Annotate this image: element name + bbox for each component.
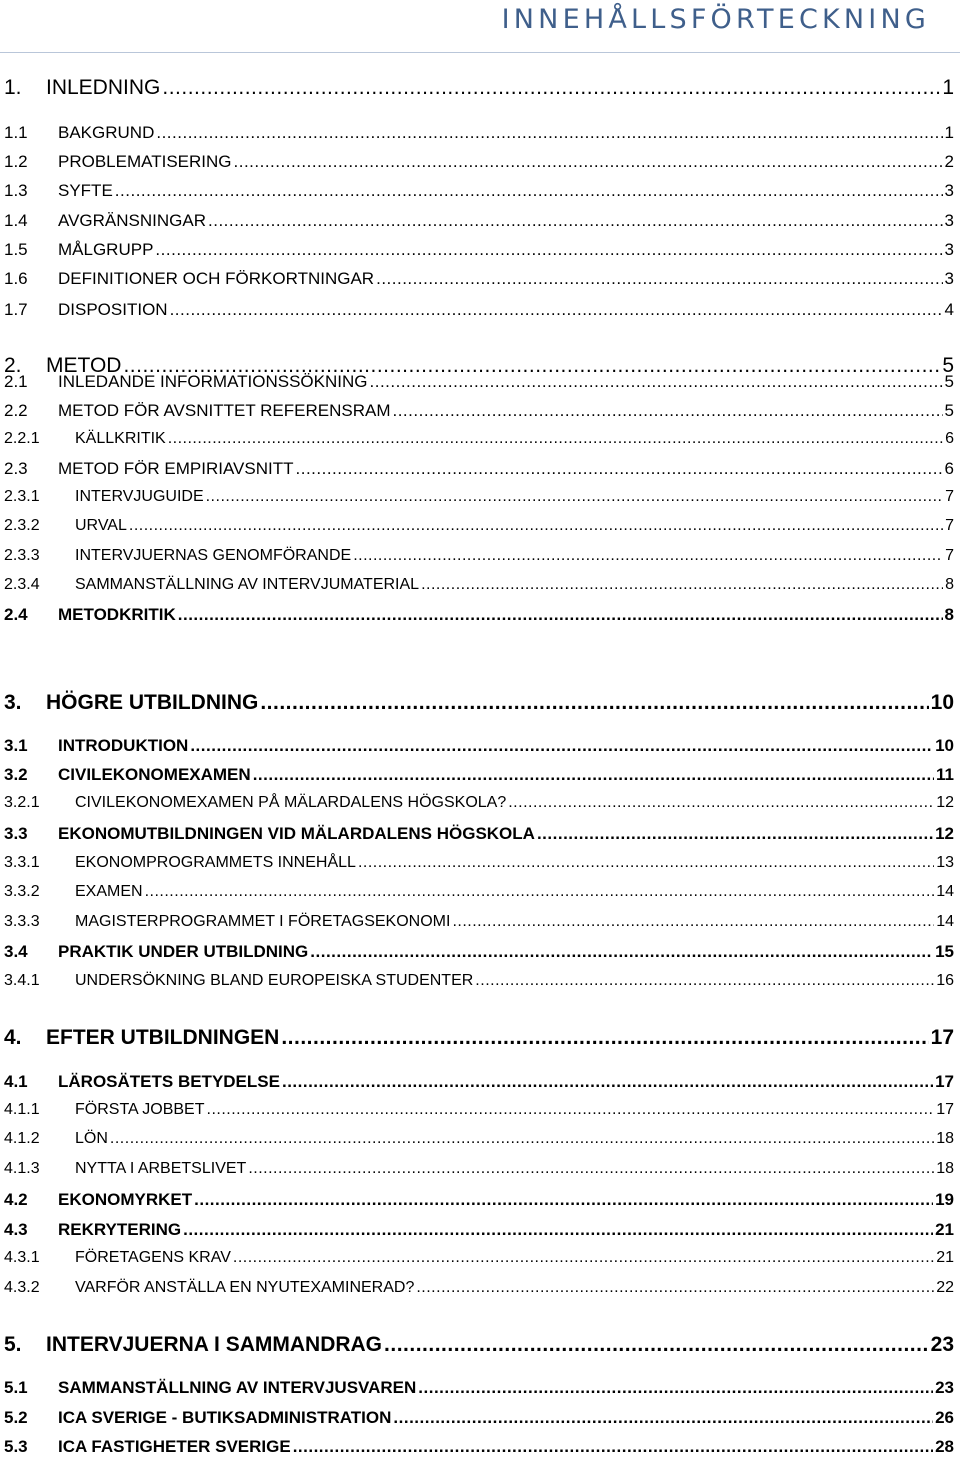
toc-entry-label: SYFTE — [58, 181, 113, 200]
toc-entry-label: ICA SVERIGE - BUTIKSADMINISTRATION — [58, 1408, 392, 1427]
toc-entry-number: 2. — [4, 354, 22, 377]
toc-entry-label: INLEDANDE INFORMATIONSSÖKNING — [58, 372, 368, 391]
toc-entry-label: DISPOSITION — [58, 300, 168, 319]
toc-entry-number: 2.3.2 — [4, 517, 40, 534]
dot-leader — [155, 241, 942, 258]
toc-entry[interactable] — [4, 241, 954, 258]
toc-entry-label: ICA FASTIGHETER SVERIGE — [58, 1437, 291, 1456]
toc-entry-label: NYTTA I ARBETSLIVET — [75, 1160, 247, 1177]
toc-entry-page: 17 — [935, 1072, 954, 1091]
toc-entry[interactable] — [4, 606, 954, 623]
dot-leader — [421, 577, 943, 593]
dot-leader — [168, 431, 943, 447]
toc-entry-label: LÖN — [75, 1130, 108, 1147]
toc-entry-label: VARFÖR ANSTÄLLA EN NYUTEXAMINERAD? — [75, 1279, 415, 1296]
toc-entry-number: 4.1.2 — [4, 1130, 40, 1147]
toc-entry[interactable] — [4, 489, 954, 505]
dot-leader — [115, 182, 943, 199]
toc-entry-page: 8 — [945, 576, 954, 593]
toc-entry-label: MÅLGRUPP — [58, 240, 154, 259]
toc-entry-number: 4.1.3 — [4, 1160, 40, 1177]
toc-entry-page: 7 — [945, 517, 954, 534]
dot-leader — [190, 737, 933, 754]
dot-leader — [129, 518, 943, 534]
dot-leader — [253, 766, 934, 783]
toc-entry-number: 2.3.4 — [4, 576, 40, 593]
toc-entry[interactable] — [4, 766, 954, 783]
toc-entry-number: 1.5 — [4, 240, 28, 259]
toc-entry-page: 1 — [944, 123, 954, 142]
toc-entry[interactable] — [4, 692, 954, 713]
dot-leader — [376, 270, 942, 287]
toc-entry[interactable] — [4, 1280, 954, 1296]
dot-leader — [310, 943, 933, 960]
dot-leader — [353, 548, 943, 564]
toc-entry-page: 5 — [942, 354, 954, 377]
toc-entry-page: 12 — [936, 794, 954, 811]
toc-entry-page: 3 — [944, 269, 954, 288]
toc-entry-number: 2.2 — [4, 401, 28, 420]
toc-entry-number: 4.3 — [4, 1220, 28, 1239]
dot-leader — [416, 1280, 934, 1296]
toc-entry[interactable] — [4, 1102, 954, 1118]
toc-entry[interactable] — [4, 1438, 954, 1455]
toc-entry-page: 14 — [936, 913, 954, 930]
toc-entry-label: INTRODUKTION — [58, 736, 189, 755]
toc-entry[interactable] — [4, 1073, 954, 1090]
toc-entry-number: 2.3 — [4, 459, 28, 478]
toc-entry-page: 12 — [935, 824, 954, 843]
toc-entry[interactable] — [4, 212, 954, 229]
dot-leader — [384, 1334, 929, 1355]
toc-entry-label: INTERVJUGUIDE — [75, 488, 204, 505]
toc-entry-page: 3 — [944, 181, 954, 200]
toc-entry[interactable] — [4, 914, 954, 930]
toc-entry[interactable] — [4, 943, 954, 960]
dot-leader — [282, 1073, 933, 1090]
toc-entry-page: 4 — [944, 300, 954, 319]
toc-entry[interactable] — [4, 182, 954, 199]
toc-entry-label: HÖGRE UTBILDNING — [46, 691, 259, 714]
dot-leader — [145, 884, 935, 900]
toc-entry-page: 19 — [935, 1190, 954, 1209]
toc-entry-label: CIVILEKONOMEXAMEN PÅ MÄLARDALENS HÖGSKOLA? — [75, 794, 507, 811]
toc-entry[interactable] — [4, 884, 954, 900]
toc-entry-page: 2 — [944, 152, 954, 171]
dot-leader — [358, 855, 934, 871]
toc-entry[interactable] — [4, 1334, 954, 1355]
toc-entry-label: METOD — [46, 354, 122, 377]
toc-entry-number: 5.2 — [4, 1408, 28, 1427]
dot-leader — [234, 153, 943, 170]
toc-entry-number: 2.2.1 — [4, 430, 40, 447]
toc-entry[interactable] — [4, 825, 954, 842]
toc-entry-page: 6 — [945, 430, 954, 447]
toc-entry-page: 3 — [944, 240, 954, 259]
toc-entry-page: 26 — [935, 1408, 954, 1427]
dot-leader — [418, 1379, 933, 1396]
toc-entry-number: 2.4 — [4, 605, 28, 624]
toc-entry-number: 3.2 — [4, 765, 28, 784]
toc-entry-label: INTERVJUERNAS GENOMFÖRANDE — [75, 547, 352, 564]
toc-entry[interactable] — [4, 153, 954, 170]
title-rule — [0, 52, 960, 53]
dot-leader — [156, 124, 942, 141]
toc-entry-number: 1.2 — [4, 152, 28, 171]
toc-entry[interactable] — [4, 973, 954, 989]
toc-entry-label: CIVILEKONOMEXAMEN — [58, 765, 251, 784]
toc-entry-number: 5.3 — [4, 1437, 28, 1456]
toc-entry-number: 1.7 — [4, 300, 28, 319]
toc-entry-number: 4. — [4, 1026, 22, 1049]
page-title: INNEHÅLLSFÖRTECKNING — [501, 4, 930, 35]
toc-entry[interactable] — [4, 577, 954, 593]
toc-entry[interactable] — [4, 301, 954, 318]
toc-entry-page: 23 — [935, 1378, 954, 1397]
dot-leader — [162, 77, 940, 98]
toc-entry-label: MAGISTERPROGRAMMET I FÖRETAGSEKONOMI — [75, 913, 451, 930]
toc-entry[interactable] — [4, 795, 954, 811]
toc-entry-page: 10 — [935, 736, 954, 755]
toc-entry-label: DEFINITIONER OCH FÖRKORTNINGAR — [58, 269, 375, 288]
toc-entry[interactable] — [4, 1191, 954, 1208]
toc-entry-page: 21 — [935, 1220, 954, 1239]
toc-entry[interactable] — [4, 855, 954, 871]
toc-entry-label: KÄLLKRITIK — [75, 430, 166, 447]
toc-entry[interactable] — [4, 1379, 954, 1396]
toc-entry-number: 3.3.2 — [4, 883, 40, 900]
toc-entry[interactable] — [4, 518, 954, 534]
toc-entry-page: 23 — [930, 1333, 954, 1356]
dot-leader — [208, 212, 943, 229]
toc-entry-label: INTERVJUERNA I SAMMANDRAG — [46, 1333, 383, 1356]
toc-entry-label: LÄROSÄTETS BETYDELSE — [58, 1072, 280, 1091]
toc-entry-number: 1.6 — [4, 269, 28, 288]
toc-entry-page: 22 — [936, 1279, 954, 1296]
dot-leader — [260, 692, 928, 713]
toc-entry[interactable] — [4, 1161, 954, 1177]
dot-leader — [293, 1438, 933, 1455]
toc-entry-label: SAMMANSTÄLLNING AV INTERVJUMATERIAL — [75, 576, 420, 593]
dot-leader — [370, 373, 943, 390]
toc-entry-number: 3.3.1 — [4, 854, 40, 871]
dot-leader — [508, 795, 934, 811]
toc-entry-label: INLEDNING — [46, 76, 161, 99]
toc-entry-label: EFTER UTBILDNINGEN — [46, 1026, 280, 1049]
toc-entry-label: EKONOMYRKET — [58, 1190, 193, 1209]
toc-entry-page: 3 — [944, 211, 954, 230]
toc-entry-number: 5. — [4, 1333, 22, 1356]
toc-entry[interactable] — [4, 402, 954, 419]
toc-entry-page: 10 — [930, 691, 954, 714]
toc-entry-label: EXAMEN — [75, 883, 143, 900]
toc-entry-number: 5.1 — [4, 1378, 28, 1397]
toc-entry[interactable] — [4, 1250, 954, 1266]
toc-entry-label: METOD FÖR AVSNITTET REFERENSRAM — [58, 401, 391, 420]
dot-leader — [170, 301, 943, 318]
toc-entry-page: 6 — [944, 459, 954, 478]
toc-entry-label: PRAKTIK UNDER UTBILDNING — [58, 942, 309, 961]
dot-leader — [206, 489, 943, 505]
toc-entry-number: 3.3.3 — [4, 913, 40, 930]
toc-entry[interactable] — [4, 548, 954, 564]
toc-entry-page: 18 — [936, 1130, 954, 1147]
dot-leader — [393, 1409, 933, 1426]
toc-entry[interactable] — [4, 1027, 954, 1048]
toc-entry-number: 2.3.3 — [4, 547, 40, 564]
dot-leader — [207, 1102, 935, 1118]
toc-entry-label: METOD FÖR EMPIRIAVSNITT — [58, 459, 294, 478]
toc-entry-page: 15 — [935, 942, 954, 961]
toc-entry-page: 14 — [936, 883, 954, 900]
toc-entry[interactable] — [4, 1409, 954, 1426]
toc-entry[interactable] — [4, 1221, 954, 1238]
toc-entry[interactable] — [4, 270, 954, 287]
toc-entry-page: 21 — [936, 1249, 954, 1266]
toc-entry-label: AVGRÄNSNINGAR — [58, 211, 206, 230]
toc-entry-number: 1. — [4, 76, 22, 99]
toc-entry-label: EKONOMPROGRAMMETS INNEHÅLL — [75, 854, 356, 871]
toc-entry-number: 4.1.1 — [4, 1101, 40, 1118]
toc-entry-number: 4.3.1 — [4, 1249, 40, 1266]
toc-entry-number: 1.4 — [4, 211, 28, 230]
toc-entry-page: 18 — [936, 1160, 954, 1177]
toc-entry-label: FÖRETAGENS KRAV — [75, 1249, 231, 1266]
toc-entry-number: 3.3 — [4, 824, 28, 843]
toc-entry-label: FÖRSTA JOBBET — [75, 1101, 205, 1118]
toc-entry[interactable] — [4, 124, 954, 141]
toc-entry-number: 4.3.2 — [4, 1279, 40, 1296]
dot-leader — [233, 1250, 934, 1266]
toc-entry-page: 13 — [936, 854, 954, 871]
toc-entry-number: 3.4 — [4, 942, 28, 961]
toc-entry[interactable] — [4, 77, 954, 98]
dot-leader — [248, 1161, 934, 1177]
toc-entry-number: 3. — [4, 691, 22, 714]
toc-entry-label: METODKRITIK — [58, 605, 176, 624]
dot-leader — [194, 1191, 933, 1208]
toc-entry-number: 1.3 — [4, 181, 28, 200]
toc-entry-label: URVAL — [75, 517, 127, 534]
toc-entry-page: 7 — [945, 547, 954, 564]
toc-entry-number: 4.1 — [4, 1072, 28, 1091]
dot-leader — [452, 914, 934, 930]
dot-leader — [183, 1221, 933, 1238]
toc-entry-page: 17 — [930, 1026, 954, 1049]
toc-entry-page: 16 — [936, 972, 954, 989]
dot-leader — [475, 973, 934, 989]
toc-entry-number: 1.1 — [4, 123, 28, 142]
dot-leader — [178, 606, 943, 623]
toc-entry-number: 4.2 — [4, 1190, 28, 1209]
toc-entry-label: EKONOMUTBILDNINGEN VID MÄLARDALENS HÖGSKOLA — [58, 824, 535, 843]
dot-leader — [281, 1027, 928, 1048]
toc-entry-label: UNDERSÖKNING BLAND EUROPEISKA STUDENTER — [75, 972, 474, 989]
toc-entry-page: 8 — [944, 605, 954, 624]
toc-entry-page: 28 — [935, 1437, 954, 1456]
toc-entry-number: 2.1 — [4, 372, 28, 391]
toc-entry-label: BAKGRUND — [58, 123, 155, 142]
toc-entry[interactable] — [4, 431, 954, 447]
toc-entry-page: 17 — [936, 1101, 954, 1118]
toc-entry-page: 5 — [944, 372, 954, 391]
toc-entry-page: 1 — [942, 76, 954, 99]
toc-entry-page: 11 — [936, 765, 954, 784]
toc-entry[interactable] — [4, 460, 954, 477]
toc-entry-page: 7 — [945, 488, 954, 505]
toc-entry[interactable] — [4, 373, 954, 390]
toc-entry-page: 5 — [944, 401, 954, 420]
dot-leader — [296, 460, 943, 477]
toc-entry-number: 3.2.1 — [4, 794, 40, 811]
toc-entry[interactable] — [4, 737, 954, 754]
toc-entry-label: PROBLEMATISERING — [58, 152, 232, 171]
toc-entry-number: 2.3.1 — [4, 488, 40, 505]
toc-entry-number: 3.4.1 — [4, 972, 40, 989]
toc-entry-label: SAMMANSTÄLLNING AV INTERVJUSVAREN — [58, 1378, 417, 1397]
toc-entry-number: 3.1 — [4, 736, 28, 755]
dot-leader — [537, 825, 933, 842]
toc-entry-label: REKRYTERING — [58, 1220, 182, 1239]
dot-leader — [392, 402, 942, 419]
dot-leader — [110, 1131, 934, 1147]
toc-entry[interactable] — [4, 1131, 954, 1147]
